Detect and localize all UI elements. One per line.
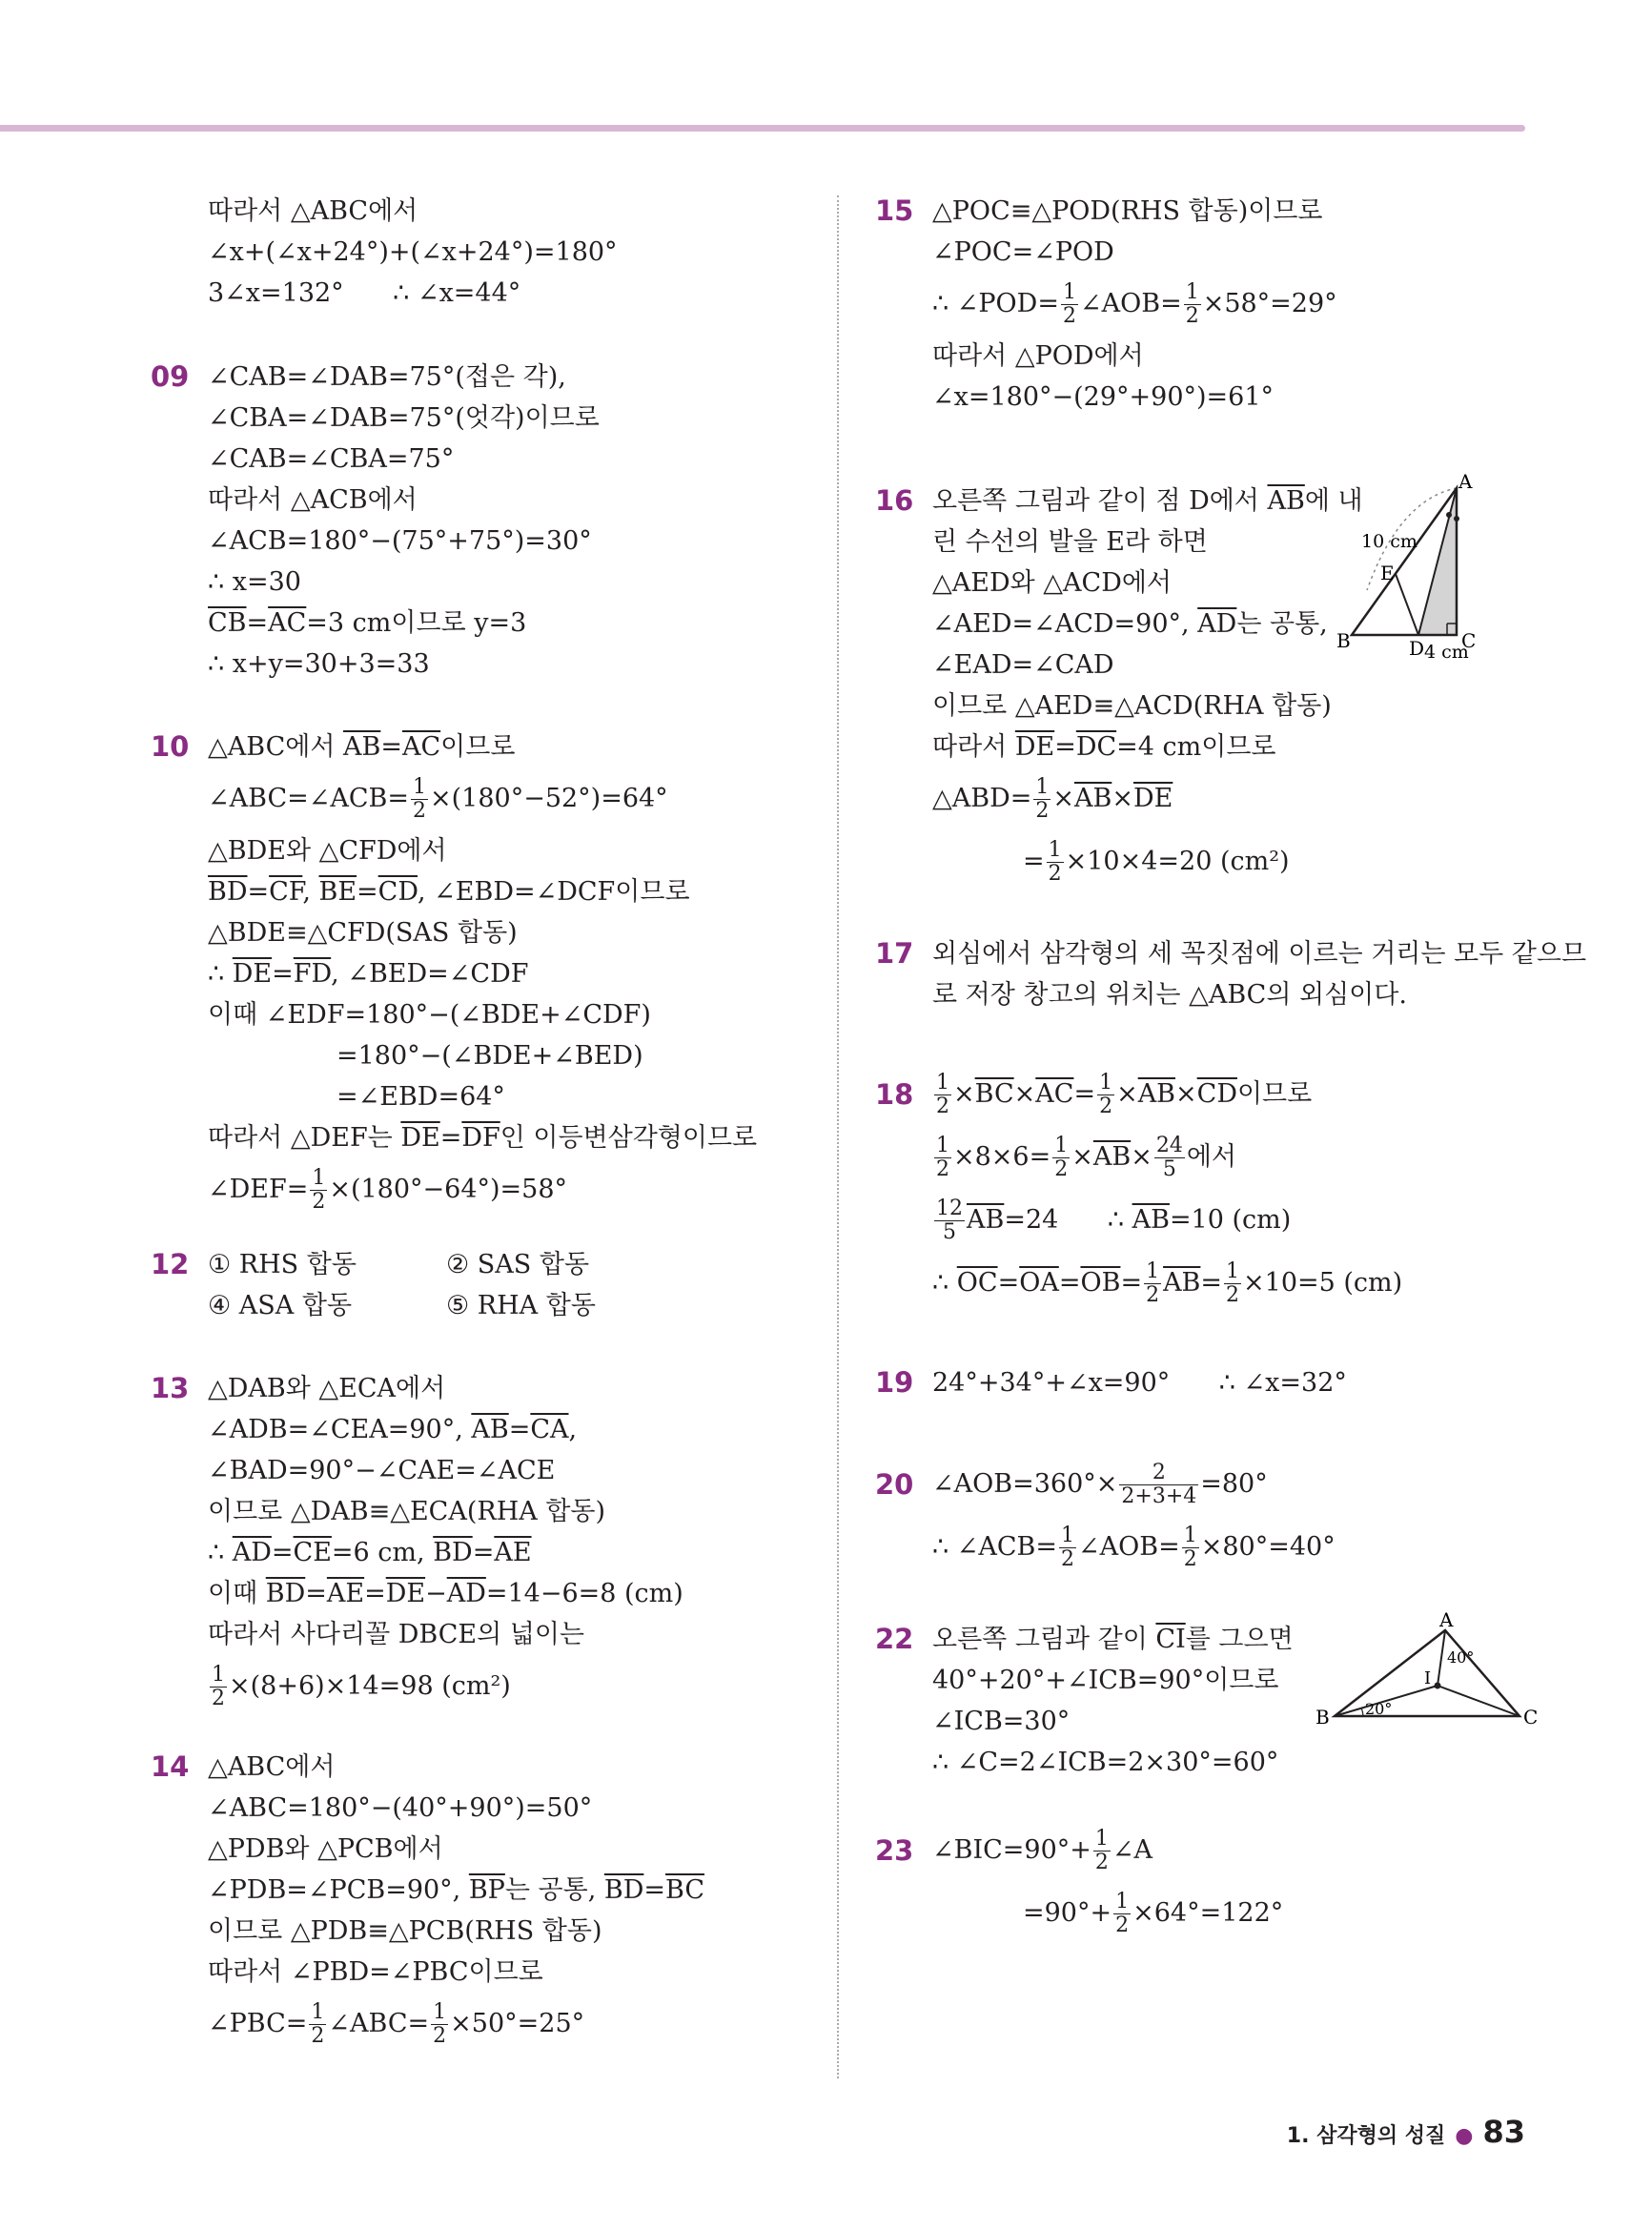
solution-text: ×80°=40° xyxy=(1200,1532,1336,1562)
solution-line: $\frac{1}{2}$ $\times\overline{BC}\times\overline{AC}=$ $\frac{1}{2}$ $\times\overline{AB}\times\overline{CD}$이므로 xyxy=(936,1071,1313,1118)
fraction xyxy=(934,1135,951,1181)
fraction xyxy=(1184,281,1201,328)
solution-text: × xyxy=(1112,784,1133,813)
solution-text: =24 xyxy=(1004,1205,1059,1235)
solution-line: =180°−(∠BDE+∠BED) xyxy=(337,1041,643,1071)
fraction xyxy=(1059,1524,1076,1571)
numerator: 1 xyxy=(936,1134,949,1157)
segment-ae: $\overline{AE}$ xyxy=(494,1538,532,1567)
solution-line: ∠CAB=∠CBA=75° xyxy=(208,444,455,474)
segment-de: $\overline{DE}$ xyxy=(232,959,273,989)
problem-number: 20 xyxy=(875,1468,914,1501)
segment-de: $\overline{DE}$ xyxy=(385,1579,426,1608)
solution-line xyxy=(208,1993,818,2056)
solution-line: ∴ ∠C=2∠ICB=2×30°=60° xyxy=(932,1748,1279,1777)
solution-text: =4 cm이므로 xyxy=(1116,732,1276,762)
segment-oc: $\overline{OC}$ xyxy=(956,1268,998,1298)
solution-line: △DAB와 △ECA에서 xyxy=(208,1374,446,1403)
segment-bd: $\overline{BD}$ xyxy=(603,1875,644,1905)
solution-line xyxy=(208,726,818,767)
denominator: 2 xyxy=(1226,1283,1240,1307)
solution-text: ×10×4=20 (cm²) xyxy=(1065,847,1290,876)
denominator: 2 xyxy=(1183,1547,1197,1571)
numerator: 1 xyxy=(1054,1134,1069,1157)
solution-text: 따라서 △DEF는 xyxy=(208,1123,401,1153)
denominator: 2 xyxy=(413,799,426,823)
segment-bp: $\overline{BP}$ xyxy=(468,1875,505,1905)
triangle-figure-22 xyxy=(1315,1608,1544,1747)
numerator: 1 xyxy=(311,2000,325,2024)
solution-line: ∠CBA=∠DAB=75°(엇각)이므로 xyxy=(208,403,600,433)
solution-line: △BDE와 △CFD에서 xyxy=(208,836,447,866)
label-a: A xyxy=(1439,1608,1454,1631)
solution-text: × xyxy=(1052,784,1074,813)
solution-line: 3∠x=132° ∴ ∠x=44° xyxy=(208,278,521,308)
solution-text: ∠BIC=90°+ xyxy=(932,1835,1091,1865)
solution-text: ×(8+6)×14=98 (cm²) xyxy=(229,1671,511,1701)
numerator: 24 xyxy=(1155,1134,1183,1157)
denominator: 2 xyxy=(1094,1851,1109,1874)
denominator: 2 xyxy=(212,1687,225,1710)
solution-text: ∠DEF= xyxy=(208,1175,309,1204)
problem-13 xyxy=(151,1368,818,1718)
segment-ac: $\overline{AC}$ xyxy=(268,608,307,638)
solution-text: , ∠BED=∠CDF xyxy=(331,959,529,989)
numerator: 1 xyxy=(1183,1524,1197,1547)
denominator: 5 xyxy=(1162,1157,1176,1181)
problem-number: 10 xyxy=(151,730,190,763)
fraction xyxy=(1144,1260,1161,1307)
label-d: D xyxy=(1409,637,1425,660)
segment-ab: $\overline{AB}$ xyxy=(1137,1079,1176,1109)
solution-line: 로 저장 창고의 위치는 △ABC의 외심이다. xyxy=(932,980,1407,1010)
segment-ac: $\overline{AC}$ xyxy=(401,732,441,762)
solution-line: △AED와 △ACD에서 xyxy=(932,568,1173,598)
solution-line: ∠x=180°−(29°+90°)=61° xyxy=(932,382,1275,412)
numerator: 1 xyxy=(1146,1259,1160,1283)
solution-line: ∠ICB=30° xyxy=(932,1707,1071,1736)
fraction xyxy=(310,1167,327,1214)
problem-number: 22 xyxy=(875,1623,914,1655)
problem-16 xyxy=(875,470,1542,893)
solution-line xyxy=(932,830,1542,893)
solution-line: 이므로 △DAB≡△ECA(RHA 합동) xyxy=(208,1497,606,1526)
label-c: C xyxy=(1461,629,1477,652)
solution-line: $\frac{1}{2}$ ×8×6= $\frac{1}{2}$ $\times\overline{AB}\times$ $\frac{24}{5}$ 에서 xyxy=(936,1134,1236,1181)
fraction xyxy=(431,2001,448,2048)
numerator: 1 xyxy=(936,1071,949,1095)
segment-ac: $\overline{AC}$ xyxy=(1035,1079,1074,1109)
denominator: 2 xyxy=(1035,799,1050,823)
solution-text: , xyxy=(568,1415,578,1444)
solution-text: =3 cm이므로 y=3 xyxy=(306,608,527,638)
fraction xyxy=(210,1664,227,1710)
solution-text: ∠ABC=∠ACB= xyxy=(208,784,409,813)
solution-text: =6 cm, xyxy=(331,1538,434,1567)
solution-line: 린 수선의 발을 E라 하면 xyxy=(932,527,1208,557)
solution-text: ∴ ∠POD= xyxy=(932,289,1059,318)
problem-number: 19 xyxy=(875,1366,914,1399)
solution-line: 40°+20°+∠ICB=90°이므로 xyxy=(932,1666,1279,1695)
segment-be: $\overline{BE}$ xyxy=(318,877,357,907)
solution-text: ∴ ∠ACB= xyxy=(932,1532,1058,1562)
solution-line: ∠x+(∠x+24°)+(∠x+24°)=180° xyxy=(208,237,618,267)
answer-choice: ⑤ RHA 합동 xyxy=(446,1291,596,1320)
solution-line: ∴ $\overline{AD}=\overline{CE}=6$ cm, $\overline{BD}=\overline{AE}$ xyxy=(208,1538,532,1567)
segment-bc: $\overline{BC}$ xyxy=(664,1875,704,1905)
numerator: 1 xyxy=(1048,838,1062,862)
fraction xyxy=(1047,839,1064,886)
solution-text: 는 공통, xyxy=(1236,609,1328,639)
solution-text: 따라서 xyxy=(932,732,1015,762)
triangle-figure-16 xyxy=(1336,470,1514,663)
length-dc: 4 cm xyxy=(1424,642,1469,663)
solution-line: 따라서 △ACB에서 xyxy=(208,485,418,515)
fraction xyxy=(309,2001,326,2048)
denominator: 2 xyxy=(1061,1547,1075,1571)
problem-number: 15 xyxy=(875,194,914,227)
denominator: 2 xyxy=(311,2024,325,2048)
page-number: 83 xyxy=(1482,2114,1525,2150)
solution-text: 를 그으면 xyxy=(1185,1625,1294,1654)
segment-bc: $\overline{BC}$ xyxy=(974,1079,1014,1109)
solution-text: 이므로 xyxy=(440,732,516,762)
fraction xyxy=(1154,1135,1185,1181)
segment-ad: $\overline{AD}$ xyxy=(1197,609,1237,639)
solution-text: ×(180°−64°)=58° xyxy=(329,1175,568,1204)
solution-line: ∴ $\overline{OC}=\overline{OA}=\overline{OB}=$ $\frac{1}{2}$ $\overline{AB}=$ $\frac{1}{2}$ ×10=5 (cm) xyxy=(932,1259,1403,1307)
solution-text: =90°+ xyxy=(1023,1898,1112,1928)
segment-ca: $\overline{CA}$ xyxy=(530,1415,569,1444)
solution-text: ∠AED=∠ACD=90°, xyxy=(932,609,1198,639)
denominator: 2 xyxy=(1054,1157,1069,1181)
problem-number: 12 xyxy=(151,1248,190,1280)
solution-text: ×50°=25° xyxy=(450,2009,585,2038)
solution-line: 24°+34°+∠x=90° ∴ ∠x=32° xyxy=(932,1368,1347,1398)
solution-line: △PDB와 △PCB에서 xyxy=(208,1834,443,1864)
numerator: 1 xyxy=(1185,280,1199,304)
solution-text: ∠PBC= xyxy=(208,2009,308,2038)
solution-line: 따라서 $\overline{DE}=\overline{DC}=4$ cm이므로 xyxy=(932,732,1276,762)
denominator: 2 xyxy=(936,1095,949,1118)
problem-20 xyxy=(875,1453,1542,1579)
fraction xyxy=(1093,1828,1111,1874)
numerator: 1 xyxy=(433,2000,447,2024)
problem-19 xyxy=(875,1362,1542,1403)
denominator: 2 xyxy=(433,2024,447,2048)
segment-ab: $\overline{AB}$ xyxy=(1074,784,1112,813)
segment-de: $\overline{DE}$ xyxy=(1014,732,1055,762)
solution-text: = xyxy=(1023,847,1045,876)
fraction xyxy=(1119,1462,1198,1508)
segment-ab: $\overline{AB}$ xyxy=(967,1205,1005,1235)
fraction xyxy=(1061,281,1078,328)
numerator: 1 xyxy=(413,775,426,799)
label-i: I xyxy=(1424,1668,1432,1688)
solution-text: ∠AOB= xyxy=(1078,1532,1180,1562)
answer-choice: ④ ASA 합동 xyxy=(208,1291,353,1320)
angle-arc xyxy=(1361,1708,1363,1716)
segment-bd: $\overline{BD}$ xyxy=(433,1538,473,1567)
solution-text: △ABD= xyxy=(932,784,1032,813)
numerator: 1 xyxy=(1094,1827,1109,1851)
numerator: 1 xyxy=(1115,1890,1130,1913)
solution-text: 이므로 xyxy=(1236,1079,1313,1109)
solution-line xyxy=(932,273,1542,336)
solution-text: 인 이등변삼각형이므로 xyxy=(500,1123,758,1153)
numerator: 1 xyxy=(1061,1524,1075,1547)
solution-line xyxy=(932,1189,1542,1252)
denominator: 2+3+4 xyxy=(1121,1484,1197,1508)
solution-line xyxy=(932,767,1542,830)
solution-line: 따라서 ∠PBD=∠PBC이므로 xyxy=(208,1957,543,1987)
solution-text: ×64°=122° xyxy=(1132,1898,1284,1928)
solution-text: ∠AOB=360°× xyxy=(932,1469,1118,1499)
segment-ad: $\overline{AD}$ xyxy=(446,1579,486,1608)
segment-cd: $\overline{CD}$ xyxy=(377,877,418,907)
problem-number: 09 xyxy=(151,360,190,393)
solution-line: 이때 ∠EDF=180°−(∠BDE+∠CDF) xyxy=(208,1000,651,1030)
angle-dot xyxy=(1454,516,1459,522)
fraction xyxy=(934,1072,951,1118)
segment-ad: $\overline{AD}$ xyxy=(232,1538,272,1567)
numerator: 1 xyxy=(1099,1071,1113,1095)
solution-line: $\overline{BD}=\overline{CF}$, $\overline{BE}=\overline{CD}$, ∠EBD=∠DCF이므로 xyxy=(208,877,690,907)
segment-ab: $\overline{AB}$ xyxy=(1267,486,1305,516)
denominator: 2 xyxy=(936,1157,949,1181)
numerator: 1 xyxy=(1226,1259,1240,1283)
problem-number: 13 xyxy=(151,1372,190,1404)
solution-line: ∠BAD=90°−∠CAE=∠ACE xyxy=(208,1456,556,1485)
angle-a-label: 40° xyxy=(1447,1648,1475,1667)
problem-23 xyxy=(875,1819,1542,1945)
fraction xyxy=(1033,776,1050,823)
segment-ce: $\overline{CE}$ xyxy=(293,1538,332,1567)
segment-bd: $\overline{BD}$ xyxy=(208,877,248,907)
denominator: 2 xyxy=(1115,1913,1130,1937)
solution-text: 오른쪽 그림과 같이 xyxy=(932,1625,1156,1654)
section-title: 1. 삼각형의 성질 xyxy=(1286,2124,1446,2148)
problem-09 xyxy=(151,357,818,685)
equals-sign: = xyxy=(380,732,402,762)
solution-line: ∴ x+y=30+3=33 xyxy=(208,649,430,679)
fraction xyxy=(1224,1260,1241,1307)
solution-line: =∠EBD=64° xyxy=(337,1082,505,1112)
problem-number: 17 xyxy=(875,937,914,970)
solution-line: ∠EAD=∠CAD xyxy=(932,650,1114,680)
solution-line: ∴ $\overline{DE}=\overline{FD}$, ∠BED=∠CDF xyxy=(208,959,529,989)
segment-ab: $\overline{AB}$ xyxy=(471,1415,509,1444)
solution-text: ∴ xyxy=(932,1268,957,1298)
label-b: B xyxy=(1336,629,1351,652)
problem-08-continued xyxy=(151,191,818,314)
solution-line: △POC≡△POD(RHS 합동)이므로 xyxy=(932,196,1323,226)
segment-cd: $\overline{CD}$ xyxy=(1196,1079,1237,1109)
length-ab: 10 cm xyxy=(1361,531,1417,552)
answer-row xyxy=(208,1244,818,1285)
fraction xyxy=(934,1197,965,1244)
segment-dc: $\overline{DC}$ xyxy=(1075,732,1117,762)
denominator: 2 xyxy=(1185,304,1199,328)
solution-text: ×10=5 (cm) xyxy=(1243,1268,1403,1298)
segment-de: $\overline{DE}$ xyxy=(400,1123,440,1153)
solution-text: ×8×6= xyxy=(953,1142,1051,1172)
solution-text: , ∠EBD=∠DCF이므로 xyxy=(418,877,690,907)
solution-line xyxy=(932,1819,1542,1882)
label-b: B xyxy=(1315,1706,1330,1729)
problem-12 xyxy=(151,1244,818,1326)
segment-ab: $\overline{AB}$ xyxy=(1163,1268,1201,1298)
solution-text: =80° xyxy=(1200,1469,1268,1499)
solution-line: 외심에서 삼각형의 세 꼭짓점에 이르는 거리는 모두 같으므 xyxy=(932,939,1587,969)
fraction xyxy=(1097,1072,1114,1118)
answer-choice: ② SAS 합동 xyxy=(446,1250,590,1279)
solution-line: ∠ABC=180°−(40°+90°)=50° xyxy=(208,1793,593,1823)
segment-ab: $\overline{AB}$ xyxy=(1092,1142,1132,1172)
solution-text: 오른쪽 그림과 같이 점 D에서 xyxy=(932,486,1268,516)
segment-de: $\overline{DE}$ xyxy=(1132,784,1173,813)
segment-df: $\overline{DF}$ xyxy=(461,1123,500,1153)
solution-line: ∠PDB=∠PCB=90°, $\overline{BP}$는 공통, $\overline{BD}=\overline{BC}$ xyxy=(208,1875,704,1905)
solution-line: △BDE≡△CFD(SAS 합동) xyxy=(208,918,518,948)
solution-line xyxy=(208,767,818,830)
problem-number: 16 xyxy=(875,484,914,517)
fraction xyxy=(1182,1524,1199,1571)
solution-line xyxy=(208,1655,818,1718)
numerator: 1 xyxy=(312,1166,326,1190)
problem-17 xyxy=(875,933,1587,1015)
problem-15 xyxy=(875,191,1542,418)
solution-text: ∠A xyxy=(1112,1835,1153,1865)
solution-line: 이므로 △AED≡△ACD(RHA 합동) xyxy=(932,691,1332,721)
segment-cf: $\overline{CF}$ xyxy=(269,877,303,907)
solution-line: 따라서 △ABC에서 xyxy=(208,196,418,226)
solution-text: ∠PDB=∠PCB=90°, xyxy=(208,1875,469,1905)
label-e: E xyxy=(1380,562,1395,584)
label-a: A xyxy=(1458,470,1473,493)
page-footer xyxy=(1087,2114,1525,2150)
solution-text: ∠ABC= xyxy=(328,2009,430,2038)
label-c: C xyxy=(1523,1706,1539,1729)
solution-line: $\overline{CB}=\overline{AC}=3$ cm이므로 y=3 xyxy=(208,608,527,638)
fraction xyxy=(1052,1135,1070,1181)
incenter-point xyxy=(1435,1683,1441,1689)
solution-line: ∴ x=30 xyxy=(208,567,301,597)
fraction xyxy=(411,776,428,823)
solution-line: ∠POC=∠POD xyxy=(932,237,1114,267)
solution-text: 에 내 xyxy=(1304,486,1363,516)
solution-line: △ABC에서 xyxy=(208,1752,336,1782)
bullet-icon: ● xyxy=(1455,2124,1474,2148)
numerator: 12 xyxy=(936,1197,963,1220)
problem-number: 14 xyxy=(151,1750,190,1783)
solution-line: ∠ADB=∠CEA=90°, $\overline{AB}=\overline{CA}$, xyxy=(208,1415,578,1444)
problem-number: 18 xyxy=(875,1078,914,1111)
segment-ob: $\overline{OB}$ xyxy=(1080,1268,1121,1298)
problem-22 xyxy=(875,1608,1542,1783)
answer-row xyxy=(208,1285,818,1326)
solution-line: 이때 $\overline{BD}=\overline{AE}=\overline{DE}-\overline{AD}=14-6=8$ (cm) xyxy=(208,1579,683,1608)
solution-text: 는 공통, xyxy=(504,1875,604,1905)
segment-bd: $\overline{BD}$ xyxy=(265,1579,306,1608)
solution-line xyxy=(932,1882,1542,1945)
solution-line: 따라서 △POD에서 xyxy=(932,341,1144,371)
solution-line xyxy=(932,1516,1542,1579)
solution-line xyxy=(208,1158,818,1221)
solution-line: 이므로 △PDB≡△PCB(RHS 합동) xyxy=(208,1916,602,1946)
column-divider xyxy=(837,195,839,2078)
solution-text: ∠AOB= xyxy=(1079,289,1182,318)
solution-text: ∴ xyxy=(208,1538,233,1567)
solution-text: △ABC에서 xyxy=(208,732,344,762)
numerator: 1 xyxy=(1035,775,1050,799)
right-column xyxy=(875,191,1587,1945)
angle-b-label: 20° xyxy=(1365,1700,1393,1718)
segment-ab: $\overline{AB}$ xyxy=(343,732,381,762)
solution-line: ∠CAB=∠DAB=75°(접은 각), xyxy=(208,362,566,392)
segment-fd: $\overline{FD}$ xyxy=(293,959,332,989)
numerator: 2 xyxy=(1119,1462,1198,1485)
segment-cb: $\overline{CB}$ xyxy=(208,608,247,638)
segment-ai xyxy=(1438,1630,1445,1686)
angle-dot xyxy=(1446,512,1452,518)
denominator: 2 xyxy=(1099,1095,1113,1118)
segment-ci: $\overline{CI}$ xyxy=(1155,1625,1186,1654)
denominator: 2 xyxy=(312,1190,326,1214)
denominator: 2 xyxy=(1048,862,1062,886)
problem-18 xyxy=(875,1063,1542,1315)
solution-text: ∴ xyxy=(208,959,233,989)
segment-oa: $\overline{OA}$ xyxy=(1019,1268,1059,1298)
solution-text: =14−6=8 (cm) xyxy=(485,1579,683,1608)
numerator: 1 xyxy=(212,1663,225,1687)
solution-text: 에서 xyxy=(1186,1142,1236,1172)
problem-number: 23 xyxy=(875,1834,914,1867)
solution-text: =10 (cm) xyxy=(1169,1205,1292,1235)
numerator: 1 xyxy=(1062,280,1076,304)
segment-ae: $\overline{AE}$ xyxy=(326,1579,365,1608)
left-column xyxy=(151,191,818,2056)
solution-text: ×58°=29° xyxy=(1202,289,1337,318)
perpendicular-de xyxy=(1396,574,1418,635)
solution-text: ∠ADB=∠CEA=90°, xyxy=(208,1415,472,1444)
header-rule xyxy=(0,125,1525,132)
denominator: 5 xyxy=(943,1220,956,1244)
solution-line xyxy=(932,1453,1542,1516)
solution-text: 이때 xyxy=(208,1579,266,1608)
problem-14 xyxy=(151,1747,818,2056)
fraction xyxy=(1113,1891,1131,1937)
solution-line: 따라서 △DEF는 $\overline{DE}=\overline{DF}$인 이등변삼각형이므로 xyxy=(208,1123,758,1153)
solution-line: ∠ACB=180°−(75°+75°)=30° xyxy=(208,526,592,556)
solution-line: 따라서 사다리꼴 DBCE의 넓이는 xyxy=(208,1620,585,1649)
solution-text: ∴ xyxy=(1058,1205,1132,1235)
answer-choice: ① RHS 합동 xyxy=(208,1250,357,1279)
denominator: 2 xyxy=(1146,1283,1160,1307)
solution-text: ×(180°−52°)=64° xyxy=(430,784,668,813)
problem-10 xyxy=(151,726,818,1221)
denominator: 2 xyxy=(1062,304,1076,328)
segment-ab: $\overline{AB}$ xyxy=(1132,1205,1170,1235)
